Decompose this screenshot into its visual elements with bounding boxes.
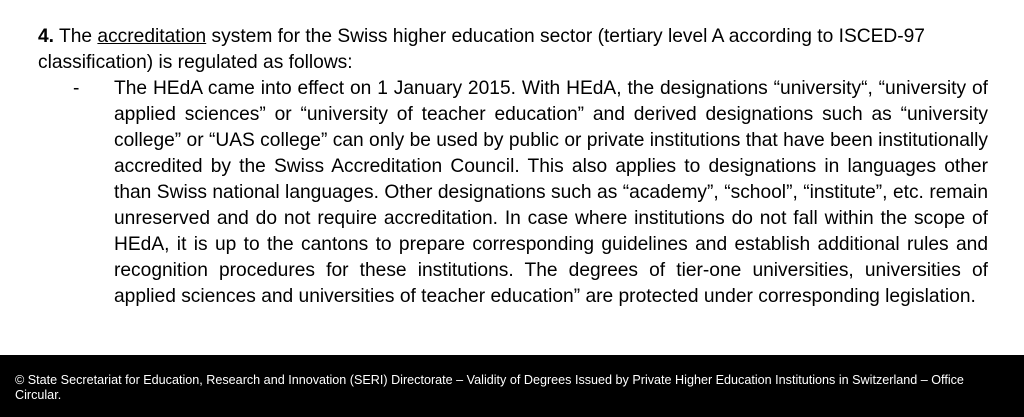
lead-text-start: The: [54, 26, 98, 47]
accreditation-term: accreditation: [97, 26, 207, 47]
list-bullet: -: [73, 78, 80, 99]
document-body: [38, 24, 988, 310]
section-number: 4.: [38, 26, 55, 47]
section-paragraph: [38, 24, 988, 76]
footer-citation: © State Secretariat for Education, Research and Innovation (SERI) Directorate – Validity of Degrees Issued by Private Higher Education Institutions in Switzerland – Office Circular.: [15, 373, 964, 402]
lead-text-end: system for the Swiss higher education sector (tertiary level A according to ISCED-97 classification) is regulated as follows:: [38, 26, 925, 73]
list-item-text: The HEdA came into effect on 1 January 2015. With HEdA, the designations “university“, “university of applied sciences” or “university of teacher education” and derived designations such as “university college” or “UAS college” can only be used by public or private institutions that have been institutionally accredited by the Swiss Accreditation Council. This also applies to designations in languages other than Swiss national languages. Other designations such as “academy”, “school”, “institute”, etc. remain unreserved and do not require accreditation. In case where institutions do not fall within the scope of HEdA, it is up to the cantons to prepare corresponding guidelines and establish additional rules and recognition procedures for these institutions. The degrees of tier-one universities, universities of applied sciences and universities of teacher education” are protected under corresponding legislation.: [114, 78, 988, 307]
list-item: [38, 76, 988, 310]
regulation-list: [38, 76, 988, 310]
footer-bar: [0, 355, 1024, 417]
